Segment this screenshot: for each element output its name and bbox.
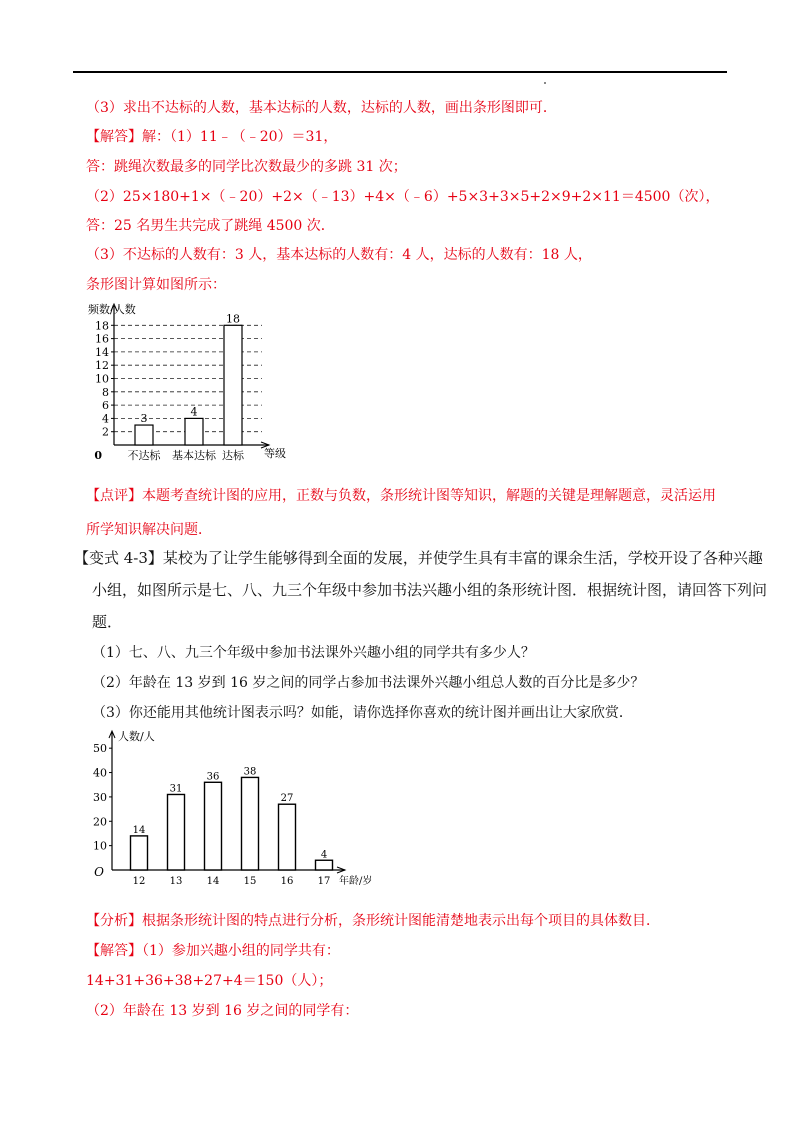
variant-line-1: 【变式 4-3】某校为了让学生能够得到全面的发展，并使学生具有丰富的课余生活，学校开设了各种兴趣 [74, 549, 763, 567]
header-dot [544, 82, 546, 84]
y-tick-label: 40 [93, 766, 107, 780]
x-category-label: 13 [169, 876, 183, 887]
grade-bar-chart [84, 300, 304, 465]
x-category-label: 不达标 [127, 449, 161, 462]
variant-line-3: 题． [92, 613, 123, 631]
text-line-3: 答：跳绳次数最多的同学比次数最少的多跳 31 次； [86, 159, 407, 175]
analysis-line: 【分析】根据条形统计图的特点进行分析，条形统计图能清楚地表示出每个项目的具体数目． [86, 913, 660, 929]
bar [185, 418, 203, 445]
y-tick-label: 12 [95, 359, 109, 373]
bar-value-label: 38 [243, 766, 257, 778]
bar-value-label: 18 [226, 312, 240, 326]
bar-value-label: 36 [206, 771, 220, 783]
x-axis-title: 年龄/岁 [339, 876, 373, 887]
answer-line-2: 14+31+36+38+27+4＝150（人）； [86, 973, 333, 989]
question-3: （3）你还能用其他统计图表示吗？如能，请你选择你喜欢的统计图并画出让大家欣赏． [92, 705, 633, 721]
y-tick-label: 10 [93, 839, 107, 853]
bar [316, 860, 333, 870]
y-tick-label: 16 [95, 332, 109, 346]
text-line-5: 答：25 名男生共完成了跳绳 4500 次． [86, 218, 335, 234]
text-line-7: 条形图计算如图所示： [86, 277, 226, 293]
x-category-label: 14 [206, 876, 220, 887]
header-rule [73, 71, 727, 73]
text-line-1: （3）求出不达标的人数，基本达标的人数，达标的人数，画出条形图即可． [86, 100, 557, 116]
age-bar-chart [90, 728, 390, 893]
x-category-label: 12 [132, 876, 146, 887]
bar-value-label: 4 [190, 405, 198, 419]
y-tick-label: 50 [93, 742, 107, 756]
bar-value-label: 31 [169, 783, 183, 795]
question-1: （1）七、八、九三个年级中参加书法课外兴趣小组的同学共有多少人？ [92, 645, 535, 661]
y-axis-title: 频数/人数 [88, 303, 136, 316]
x-category-label: 基本达标 [172, 449, 216, 462]
x-axis-title: 等级 [264, 447, 286, 460]
bar-value-label: 27 [280, 793, 294, 805]
bar-value-label: 14 [132, 824, 146, 836]
bar [205, 782, 222, 870]
y-tick-label: 2 [102, 425, 109, 439]
bar [135, 425, 153, 445]
text-line-2: 【解答】解：（1）11﹣（﹣20）＝31， [86, 129, 338, 145]
bar-value-label: 4 [320, 849, 328, 861]
text-line-6: （3）不达标的人数有：3 人，基本达标的人数有：4 人，达标的人数有：18 人， [86, 247, 592, 263]
answer-line-3: （2）年龄在 13 岁到 16 岁之间的同学有： [86, 1003, 359, 1019]
comment-line-2: 所学知识解决问题． [86, 522, 212, 538]
y-tick-label: 14 [95, 345, 109, 359]
text-line-4: （2）25×180+1×（﹣20）+2×（﹣13）+4×（﹣6）+5×3+3×5+2×9+2×11＝4500（次）， [86, 189, 720, 205]
y-tick-label: 8 [102, 385, 109, 399]
origin-label: 0 [94, 449, 102, 462]
variant-line-2: 小组，如图所示是七、八、九三个年级中参加书法兴趣小组的条形统计图．根据统计图，请回答下列问 [92, 581, 768, 599]
answer-line-1: 【解答】（1）参加兴趣小组的同学共有： [86, 943, 340, 959]
question-2: （2）年龄在 13 岁到 16 岁之间的同学占参加书法课外兴趣小组总人数的百分比是多少？ [92, 675, 645, 691]
y-tick-label: 4 [102, 412, 109, 426]
y-tick-label: 10 [95, 372, 109, 386]
bar [224, 325, 242, 445]
bar [242, 777, 259, 870]
y-tick-label: 18 [95, 319, 109, 333]
y-tick-label: 30 [93, 790, 107, 804]
bar [168, 794, 185, 870]
y-tick-label: 20 [93, 815, 107, 829]
origin-label: O [94, 865, 104, 879]
y-tick-label: 6 [102, 399, 109, 413]
x-category-label: 15 [243, 876, 257, 887]
comment-line-1: 【点评】本题考查统计图的应用，正数与负数，条形统计图等知识，解题的关键是理解题意，灵活运用 [86, 488, 716, 504]
x-category-label: 达标 [222, 449, 244, 462]
bar-value-label: 3 [140, 412, 148, 426]
bar [131, 836, 148, 870]
y-axis-title: 人数/人 [118, 730, 155, 743]
bar [279, 804, 296, 870]
x-category-label: 16 [280, 876, 294, 887]
x-category-label: 17 [317, 876, 331, 887]
